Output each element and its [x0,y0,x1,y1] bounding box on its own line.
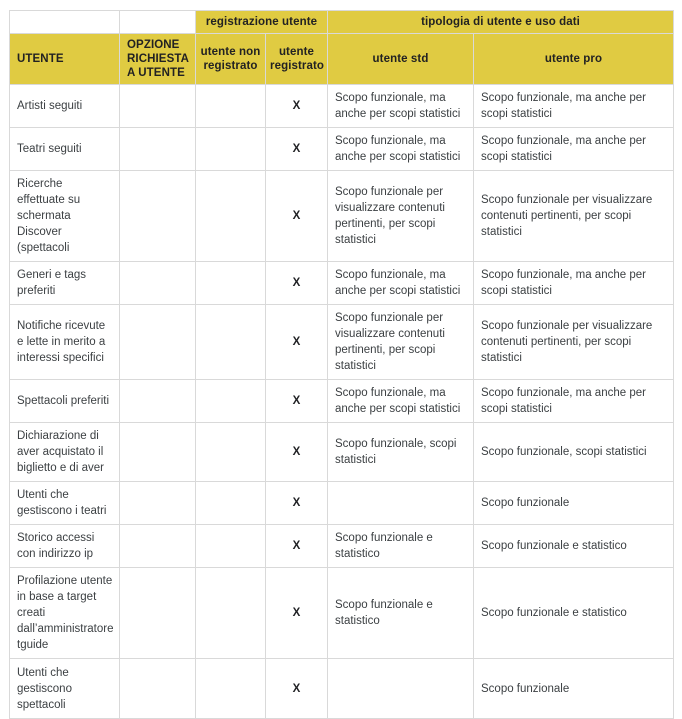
cell-utente-std[interactable] [328,659,474,719]
cell-utente-registrato-text: X [292,540,301,552]
cell-opzione-text [120,337,195,347]
cell-utente-std[interactable] [328,380,474,423]
column-header-utente-label: UTENTE [17,53,64,65]
cell-utente-registrato[interactable] [266,659,328,719]
cell-opzione-text [120,541,195,551]
spreadsheet-sheet [9,10,673,719]
cell-utente-pro[interactable] [474,423,674,482]
cell-utente-pro-text: Scopo funzionale per visualizzare contenuti pertinenti, per scopi statistici [481,320,653,364]
cell-utente-registrato-text: X [292,143,301,155]
cell-utente-std-text: Scopo funzionale, ma anche per scopi statistici [335,387,461,415]
cell-utente-std-text: Scopo funzionale, scopi statistici [335,438,457,466]
cell-opzione[interactable] [120,85,196,128]
cell-utente[interactable] [10,171,120,262]
cell-utente-pro[interactable] [474,171,674,262]
cell-utente-registrato-text: X [292,446,301,458]
cell-utente-pro[interactable] [474,85,674,128]
cell-utente-pro-text: Scopo funzionale, ma anche per scopi statistici [481,387,646,415]
column-header-utente-non-registrato-label: utente non registrato [200,46,261,72]
cell-utente-non-registrato[interactable] [196,525,266,568]
cell-utente-text: Utenti che gestiscono i teatri [17,489,107,517]
cell-opzione-text [120,144,195,154]
cell-opzione[interactable] [120,128,196,171]
cell-utente-std[interactable] [328,482,474,525]
cell-utente-registrato[interactable] [266,525,328,568]
cell-utente-non-registrato[interactable] [196,262,266,305]
cell-utente-std-text: Scopo funzionale e statistico [335,599,433,627]
cell-utente-pro-text: Scopo funzionale, ma anche per scopi statistici [481,135,646,163]
group-header-tipologia-label: tipologia di utente e uso dati [421,16,580,28]
cell-utente-text: Notifiche ricevute e lette in merito a interessi specifici [17,320,106,364]
cell-utente-pro-text: Scopo funzionale e statistico [481,540,627,552]
cell-utente-registrato[interactable] [266,171,328,262]
cell-utente-non-registrato[interactable] [196,482,266,525]
cell-utente-std-text: Scopo funzionale, ma anche per scopi statistici [335,92,461,120]
cell-utente-std[interactable] [328,568,474,659]
cell-utente-registrato-text: X [292,336,301,348]
group-header-tipologia [328,11,674,34]
cell-opzione-text [120,684,195,694]
cell-utente-registrato-text: X [292,277,301,289]
cell-utente[interactable] [10,659,120,719]
cell-opzione-text [120,608,195,618]
cell-utente[interactable] [10,262,120,305]
cell-utente-pro-text: Scopo funzionale [481,497,570,509]
cell-utente-std[interactable] [328,128,474,171]
table-header [10,11,674,85]
cell-utente[interactable] [10,482,120,525]
column-header-utente-registrato [266,34,328,85]
cell-utente-std[interactable] [328,305,474,380]
column-header-utente-std [328,34,474,85]
table-row [10,305,674,380]
cell-utente-registrato[interactable] [266,423,328,482]
cell-utente[interactable] [10,305,120,380]
table-row [10,380,674,423]
cell-utente-std[interactable] [328,525,474,568]
cell-utente-registrato[interactable] [266,568,328,659]
header-spacer-opzione [120,11,196,34]
cell-utente-registrato-text: X [292,210,301,222]
cell-utente-registrato[interactable] [266,380,328,423]
cell-utente-pro-text: Scopo funzionale per visualizzare contenuti pertinenti, per scopi statistici [481,194,653,238]
cell-utente-pro-text: Scopo funzionale, ma anche per scopi statistici [481,269,646,297]
cell-utente[interactable] [10,85,120,128]
cell-utente-pro[interactable] [474,262,674,305]
cell-utente-text: Spettacoli preferiti [17,395,110,407]
cell-utente-std-text: Scopo funzionale per visualizzare contenuti pertinenti, per scopi statistici [335,312,445,372]
cell-utente-registrato-text: X [292,497,301,509]
cell-utente-std-text [328,498,473,508]
cell-utente-pro-text: Scopo funzionale [481,682,570,695]
group-header-registrazione-label: registrazione utente [205,16,318,28]
column-header-utente-non-registrato [196,34,266,85]
column-header-utente-registrato-label: utente registrato [270,46,325,72]
cell-utente-registrato[interactable] [266,482,328,525]
cell-utente-text: Artisti seguiti [17,100,83,112]
cell-utente-std[interactable] [328,171,474,262]
cell-opzione-text [120,101,195,111]
cell-utente-text: Generi e tags preferiti [17,269,87,297]
cell-utente-text: Profilazione utente in base a target creati dall’amministratore tguide [17,575,114,651]
cell-utente-pro[interactable] [474,128,674,171]
cell-utente-registrato-text: X [292,607,301,619]
cell-utente[interactable] [10,568,120,659]
column-header-opzione [120,34,196,85]
cell-utente-registrato[interactable] [266,128,328,171]
table-row [10,568,674,659]
cell-utente[interactable] [10,525,120,568]
table-row [10,659,674,719]
cell-opzione[interactable] [120,482,196,525]
table-row [10,85,674,128]
cell-utente-registrato[interactable] [266,262,328,305]
cell-opzione[interactable] [120,568,196,659]
cell-opzione[interactable] [120,659,196,719]
column-header-opzione-label: OPZIONE RICHIESTA A UTENTE [127,39,189,79]
cell-utente-pro-text: Scopo funzionale e statistico [481,607,627,619]
cell-opzione[interactable] [120,262,196,305]
table-row [10,128,674,171]
table-body [10,85,674,719]
cell-utente-pro[interactable] [474,568,674,659]
cell-opzione-text [120,498,195,508]
cell-opzione-text [120,447,195,457]
cell-utente-non-registrato[interactable] [196,85,266,128]
cell-utente-registrato-text: X [292,682,301,695]
cell-opzione[interactable] [120,525,196,568]
cell-utente-pro[interactable] [474,305,674,380]
cell-utente-non-registrato[interactable] [196,171,266,262]
cell-utente-text: Ricerche effettuate su schermata Discover (spettacoli [17,178,81,254]
group-header-registrazione [196,11,328,34]
table-row [10,423,674,482]
column-header-utente-std-label: utente std [372,53,429,65]
cell-utente-pro[interactable] [474,525,674,568]
cell-utente-std-text: Scopo funzionale e statistico [335,532,433,560]
table-row [10,525,674,568]
cell-opzione[interactable] [120,423,196,482]
cell-utente-non-registrato[interactable] [196,128,266,171]
cell-utente-registrato-text: X [292,395,301,407]
table-row [10,171,674,262]
table-row [10,262,674,305]
cell-opzione-text [120,211,195,221]
cell-utente[interactable] [10,423,120,482]
cell-utente-non-registrato[interactable] [196,305,266,380]
cell-utente-registrato[interactable] [266,85,328,128]
cell-utente-std-text: Scopo funzionale per visualizzare contenuti pertinenti, per scopi statistici [335,186,445,246]
cell-utente-non-registrato[interactable] [196,568,266,659]
cell-utente-pro[interactable] [474,482,674,525]
cell-utente-non-registrato[interactable] [196,380,266,423]
cell-utente-std[interactable] [328,85,474,128]
cell-utente-std-text: Scopo funzionale, ma anche per scopi statistici [335,269,461,297]
data-table [9,10,674,719]
cell-utente-pro-text: Scopo funzionale, ma anche per scopi statistici [481,92,646,120]
cell-utente-pro-text: Scopo funzionale, scopi statistici [481,446,647,458]
cell-utente[interactable] [10,128,120,171]
table-group-header-row [10,11,674,34]
cell-utente-text: Dichiarazione di aver acquistato il biglietto e di aver [17,430,104,474]
cell-utente-text: Teatri seguiti [17,143,82,155]
cell-opzione[interactable] [120,305,196,380]
cell-utente-non-registrato[interactable] [196,423,266,482]
cell-utente-pro[interactable] [474,380,674,423]
cell-utente-registrato-text: X [292,100,301,112]
cell-utente-text: Storico accessi con indirizzo ip [17,532,95,560]
cell-opzione[interactable] [120,171,196,262]
cell-utente-std-text: Scopo funzionale, ma anche per scopi statistici [335,135,461,163]
cell-utente-std[interactable] [328,262,474,305]
cell-utente-non-registrato[interactable] [196,659,266,719]
cell-utente-text: Utenti che gestiscono spettacoli [17,666,72,711]
cell-opzione[interactable] [120,380,196,423]
cell-utente[interactable] [10,380,120,423]
column-header-utente-pro-label: utente pro [544,53,603,65]
table-column-header-row [10,34,674,85]
table-row [10,482,674,525]
column-header-utente-pro [474,34,674,85]
cell-opzione-text [120,396,195,406]
cell-utente-std-text [328,684,473,694]
header-spacer-utente [10,11,120,34]
cell-utente-std[interactable] [328,423,474,482]
cell-opzione-text [120,278,195,288]
cell-utente-pro[interactable] [474,659,674,719]
cell-utente-registrato[interactable] [266,305,328,380]
column-header-utente [10,34,120,85]
